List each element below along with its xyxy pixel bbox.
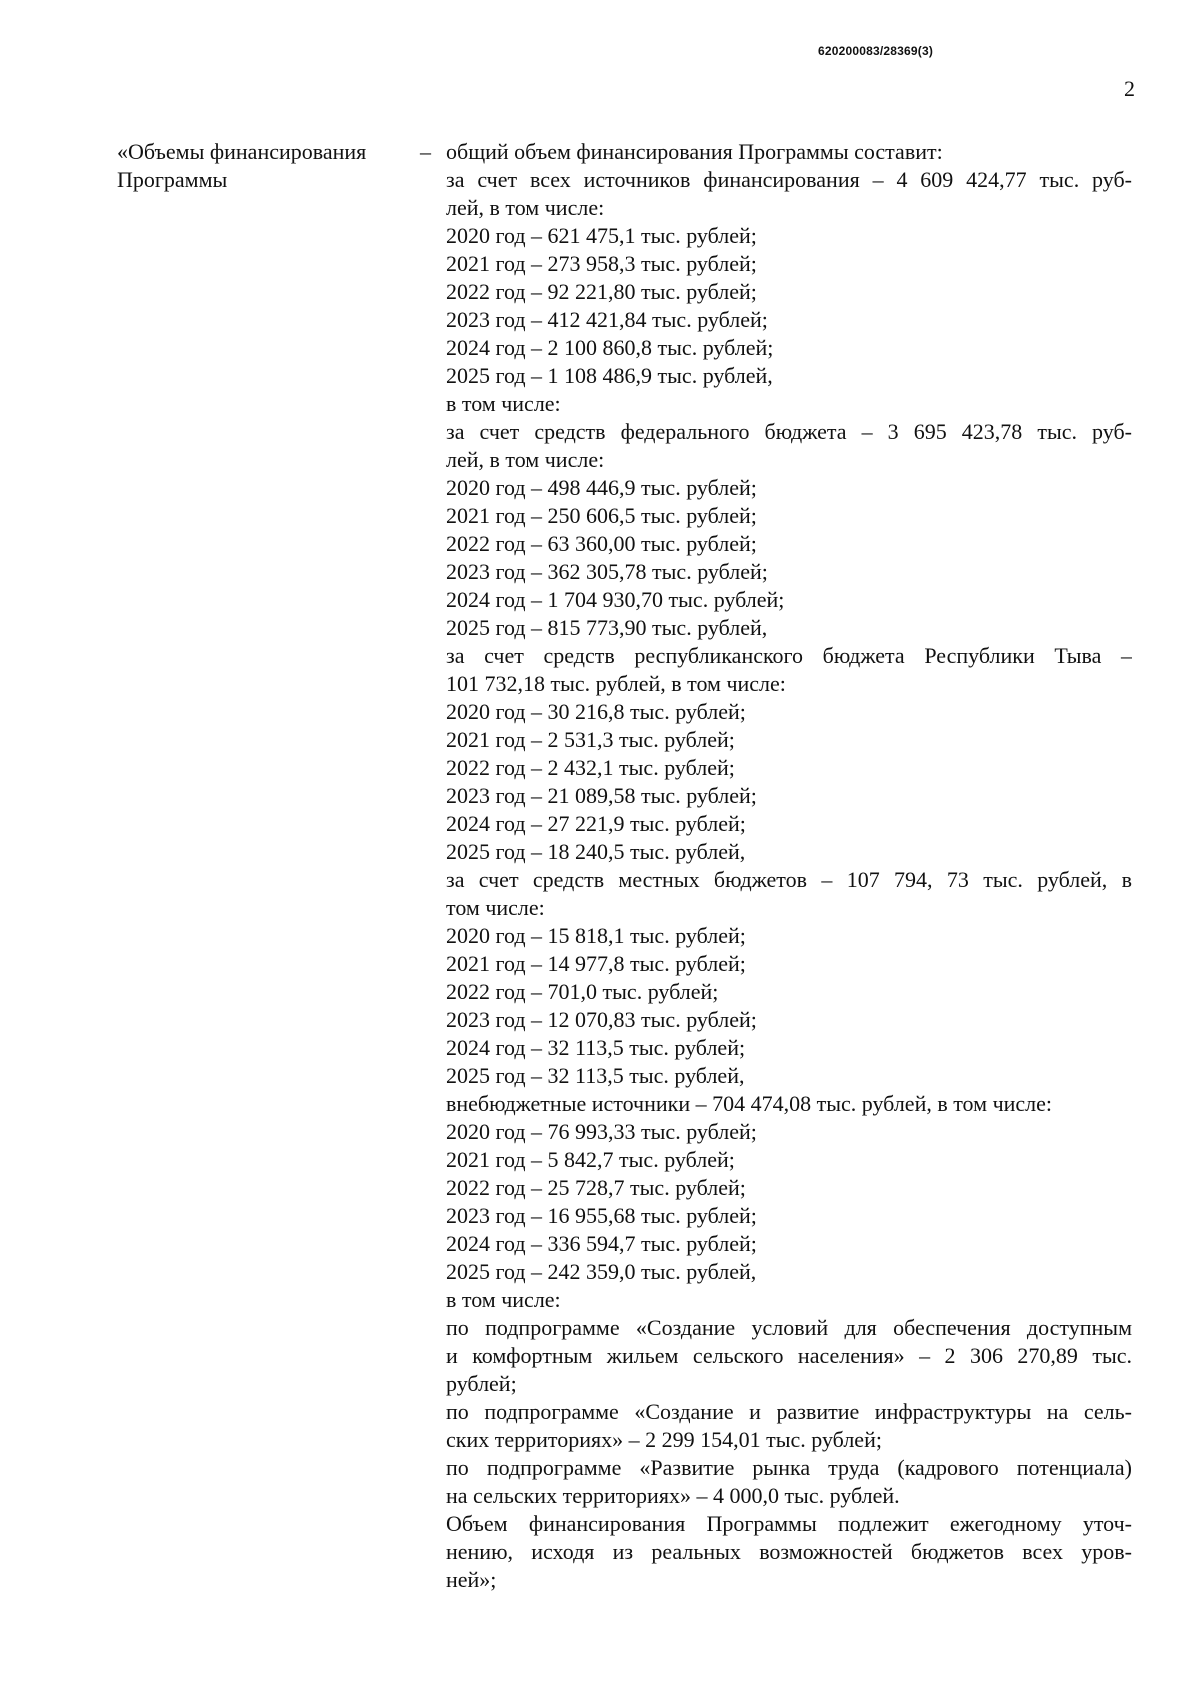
text-line: 2022 год – 25 728,7 тыс. рублей;: [446, 1175, 746, 1200]
text-line: 2025 год – 815 773,90 тыс. рублей,: [446, 615, 768, 640]
text-line: 2021 год – 5 842,7 тыс. рублей;: [446, 1147, 735, 1172]
financing-text: [446, 138, 1132, 1594]
text-line: в том числе:: [446, 1287, 561, 1312]
text-line: 2023 год – 21 089,58 тыс. рублей;: [446, 783, 757, 808]
text-line: по подпрограмме «Создание условий для обеспечения доступным: [446, 1315, 1132, 1340]
text-line: 2023 год – 412 421,84 тыс. рублей;: [446, 307, 768, 332]
text-line: 2020 год – 15 818,1 тыс. рублей;: [446, 923, 746, 948]
text-line: ских территориях» – 2 299 154,01 тыс. рублей;: [446, 1427, 882, 1452]
text-line: по подпрограмме «Создание и развитие инфраструктуры на сель-: [446, 1399, 1132, 1424]
text-line: ней»;: [446, 1567, 497, 1592]
text-line: 2021 год – 2 531,3 тыс. рублей;: [446, 727, 735, 752]
text-line: 2023 год – 362 305,78 тыс. рублей;: [446, 559, 768, 584]
text-line: за счет всех источников финансирования – 4 609 424,77 тыс. руб-: [446, 167, 1132, 192]
text-line: том числе:: [446, 895, 545, 920]
text-line: 2024 год – 1 704 930,70 тыс. рублей;: [446, 587, 785, 612]
page-number: 2: [1124, 76, 1135, 101]
text-line: на сельских территориях» – 4 000,0 тыс. рублей.: [446, 1483, 900, 1508]
text-line: лей, в том числе:: [446, 195, 605, 220]
text-line: лей, в том числе:: [446, 447, 605, 472]
text-line: 2024 год – 32 113,5 тыс. рублей;: [446, 1035, 746, 1060]
text-line: за счет средств республиканского бюджета Республики Тыва –: [446, 643, 1132, 668]
text-line: 2022 год – 92 221,80 тыс. рублей;: [446, 279, 757, 304]
text-line: Объем финансирования Программы подлежит ежегодному уточ-: [446, 1511, 1132, 1536]
separator-dash: –: [420, 139, 431, 164]
row-label-line: «Объемы финансирования: [117, 139, 367, 164]
text-line: 2022 год – 701,0 тыс. рублей;: [446, 979, 719, 1004]
text-line: и комфортным жильем сельского населения» – 2 306 270,89 тыс.: [446, 1343, 1132, 1368]
text-line: 2022 год – 2 432,1 тыс. рублей;: [446, 755, 735, 780]
text-line: 2025 год – 18 240,5 тыс. рублей,: [446, 839, 746, 864]
text-line: 2025 год – 32 113,5 тыс. рублей,: [446, 1063, 745, 1088]
text-line: 2020 год – 621 475,1 тыс. рублей;: [446, 223, 757, 248]
text-line: 101 732,18 тыс. рублей, в том числе:: [446, 671, 786, 696]
text-line: 2020 год – 498 446,9 тыс. рублей;: [446, 475, 757, 500]
text-line: 2024 год – 2 100 860,8 тыс. рублей;: [446, 335, 774, 360]
text-line: 2021 год – 14 977,8 тыс. рублей;: [446, 951, 746, 976]
text-line: 2024 год – 336 594,7 тыс. рублей;: [446, 1231, 757, 1256]
text-line: рублей;: [446, 1371, 517, 1396]
text-line: за счет средств местных бюджетов – 107 794, 73 тыс. рублей, в: [446, 867, 1132, 892]
text-line: 2023 год – 12 070,83 тыс. рублей;: [446, 1007, 757, 1032]
text-line: 2022 год – 63 360,00 тыс. рублей;: [446, 531, 757, 556]
row-label: [117, 138, 407, 194]
text-line: в том числе:: [446, 391, 561, 416]
text-line: 2020 год – 30 216,8 тыс. рублей;: [446, 699, 746, 724]
text-line: по подпрограмме «Развитие рынка труда (кадрового потенциала): [446, 1455, 1132, 1480]
text-line: 2021 год – 273 958,3 тыс. рублей;: [446, 251, 757, 276]
text-line: внебюджетные источники – 704 474,08 тыс. рублей, в том числе:: [446, 1091, 1053, 1116]
text-line: 2024 год – 27 221,9 тыс. рублей;: [446, 811, 746, 836]
text-line: за счет средств федерального бюджета – 3 695 423,78 тыс. руб-: [446, 419, 1132, 444]
text-line: 2021 год – 250 606,5 тыс. рублей;: [446, 503, 757, 528]
document-id: 620200083/28369(3): [818, 44, 934, 58]
text-line: 2020 год – 76 993,33 тыс. рублей;: [446, 1119, 757, 1144]
text-line: общий объем финансирования Программы составит:: [446, 139, 943, 164]
row-label-line: Программы: [117, 167, 228, 192]
text-line: нению, исходя из реальных возможностей бюджетов всех уров-: [446, 1539, 1132, 1564]
text-line: 2025 год – 1 108 486,9 тыс. рублей,: [446, 363, 773, 388]
text-line: 2023 год – 16 955,68 тыс. рублей;: [446, 1203, 757, 1228]
text-line: 2025 год – 242 359,0 тыс. рублей,: [446, 1259, 757, 1284]
